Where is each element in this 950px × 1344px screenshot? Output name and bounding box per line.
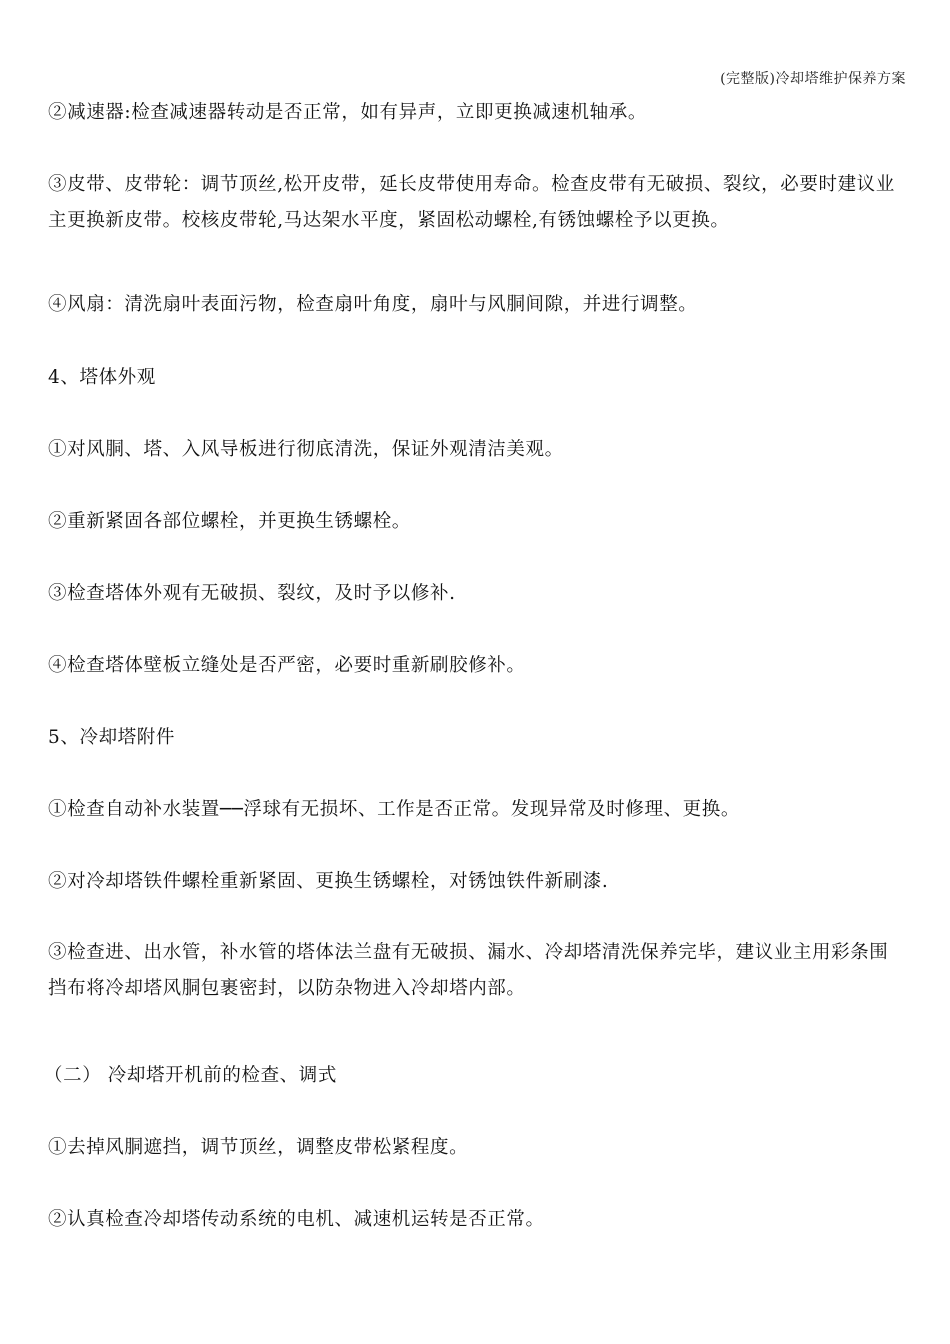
paragraph-drive-system: ②认真检查冷却塔传动系统的电机、减速机运转是否正常。 xyxy=(48,1209,545,1230)
paragraph-makeup-water: ①检查自动补水装置──浮球有无损坏、工作是否正常。发现异常及时修理、更换。 xyxy=(48,799,740,820)
paragraph-panel-seams: ④检查塔体壁板立缝处是否严密，必要时重新刷胶修补。 xyxy=(48,655,526,676)
paragraph-pipes-flange: ③检查进、出水管，补水管的塔体法兰盘有无破损、漏水、冷却塔清洗保养完毕，建议业主用彩条围挡布将冷却塔风胴包裹密封，以防杂物进入冷却塔内部。 xyxy=(48,942,889,999)
paragraph-reducer-check: ②减速器:检查减速器转动是否正常，如有异声，立即更换减速机轴承。 xyxy=(48,102,647,123)
section-heading-pre-startup: （二） 冷却塔开机前的检查、调式 xyxy=(44,1065,337,1086)
section-heading-accessories: 5、冷却塔附件 xyxy=(48,727,175,748)
paragraph-fan: ④风扇：清洗扇叶表面污物，检查扇叶角度，扇叶与风胴间隙，并进行调整。 xyxy=(48,294,698,315)
section-heading-tower-exterior: 4、塔体外观 xyxy=(48,367,156,388)
paragraph-bolt-refasten: ②重新紧固各部位螺栓，并更换生锈螺栓。 xyxy=(48,511,411,532)
paragraph-remove-cover: ①去掉风胴遮挡，调节顶丝，调整皮带松紧程度。 xyxy=(48,1137,469,1158)
paragraph-belt-pulley: ③皮带、皮带轮：调节顶丝,松开皮带，延长皮带使用寿命。检查皮带有无破损、裂纹，必要时建议业主更换新皮带。校核皮带轮,马达架水平度，紧固松动螺栓,有锈蚀螺栓予以更换。 xyxy=(48,174,895,231)
paragraph-exterior-inspection: ③检查塔体外观有无破损、裂纹，及时予以修补. xyxy=(48,583,456,604)
paragraph-exterior-cleaning: ①对风胴、塔、入风导板进行彻底清洗，保证外观清洁美观。 xyxy=(48,439,564,460)
document-header-title: (完整版)冷却塔维护保养方案 xyxy=(720,71,906,87)
paragraph-ironwork: ②对冷却塔铁件螺栓重新紧固、更换生锈螺栓，对锈蚀铁件新刷漆. xyxy=(48,871,609,892)
